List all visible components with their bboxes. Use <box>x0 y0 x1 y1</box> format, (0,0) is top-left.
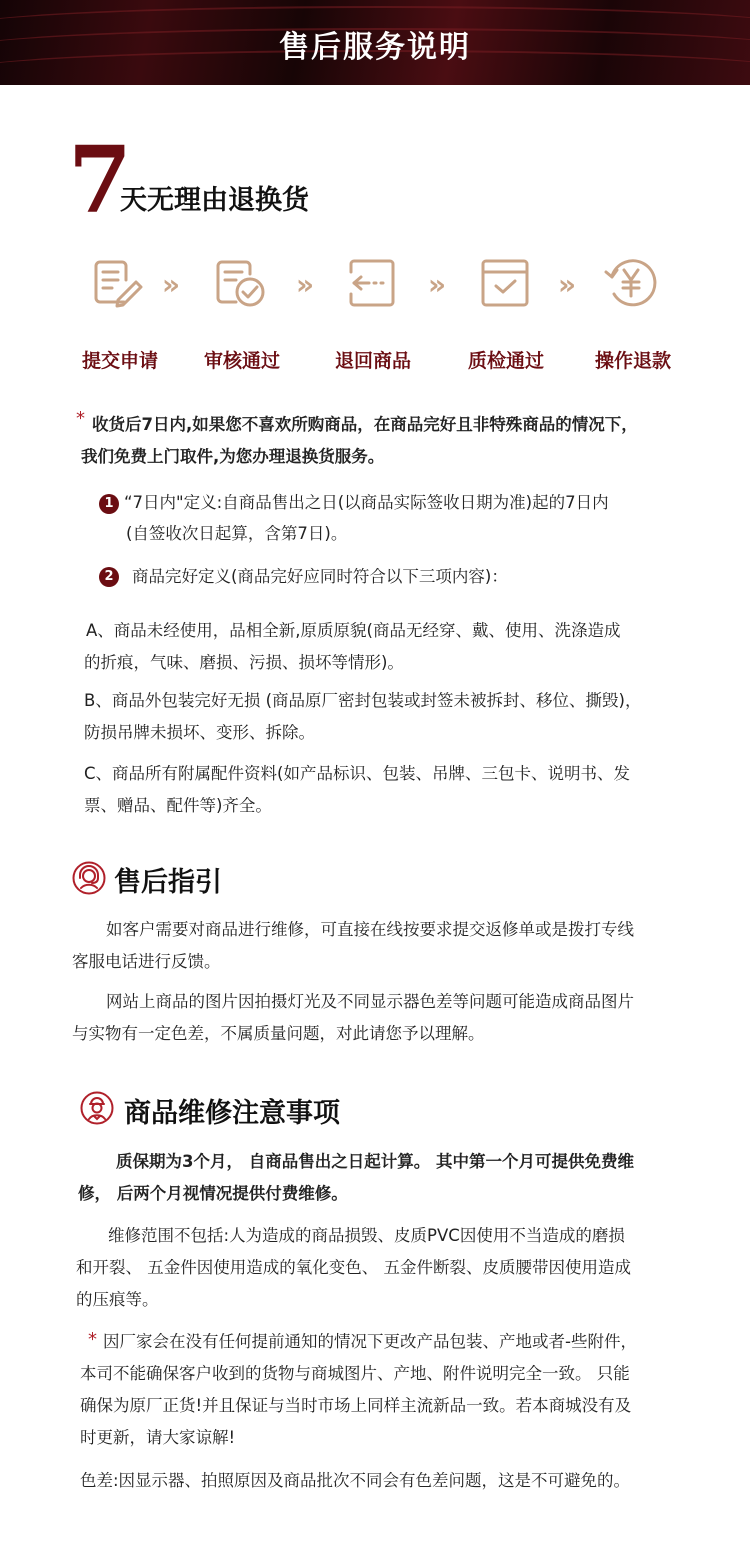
definition-number-1: 1 <box>99 494 119 514</box>
customer-service-icon <box>72 861 106 895</box>
repair-paragraph-3-line-3: 确保为原厂正货!并且保证与当时市场上同样主流新品一致。若本商城没有及 <box>80 1396 632 1415</box>
guide-paragraph-2-line-2: 与实物有一定色差，不属质量问题，对此请您予以理解。 <box>72 1024 485 1043</box>
document-check-icon <box>212 254 270 312</box>
repair-paragraph-3-line-2: 本司不能确保客户收到的货物与商城图片、产地、附件说明完全一致。 只能 <box>80 1364 630 1383</box>
intro-line-1: 收货后7日内,如果您不喜欢所购商品，在商品完好且非特殊商品的情况下， <box>92 415 638 434</box>
asterisk-mark: * <box>76 408 85 429</box>
step-label-approve: 审核通过 <box>203 350 280 372</box>
intro-line-2: 我们免费上门取件,为您办理退换货服务。 <box>81 447 385 466</box>
condition-b-line-2: 防损吊牌未损坏、变形、拆除。 <box>84 723 315 742</box>
repair-paragraph-3-line-1: 因厂家会在没有任何提前通知的情况下更改产品包装、产地或者-些附件， <box>103 1332 637 1351</box>
step-label-submit: 提交申请 <box>81 350 158 372</box>
page-title: 售后服务说明 <box>279 30 471 65</box>
step-label-refund: 操作退款 <box>594 350 671 372</box>
refund-yuan-icon <box>602 254 660 312</box>
step-arrow: » <box>558 268 571 301</box>
guide-paragraph-1-line-2: 客服电话进行反馈。 <box>72 952 221 971</box>
repair-paragraph-3-line-4: 时更新，请大家谅解! <box>80 1428 236 1447</box>
condition-a-line-2: 的折痕，气味、磨损、污损、损坏等情形)。 <box>84 653 404 672</box>
return-days-number: 7 <box>68 126 133 234</box>
guide-title: 售后指引 <box>114 867 222 898</box>
step-arrow: » <box>428 268 441 301</box>
definition-1-line-1: “7日内"定义:自商品售出之日(以商品实际签收日期为准)起的7日内 <box>124 493 609 512</box>
repair-title: 商品维修注意事项 <box>124 1098 340 1129</box>
definition-2-line-1: 商品完好定义(商品完好应同时符合以下三项内容)： <box>132 567 508 586</box>
form-edit-icon <box>88 254 146 312</box>
condition-b-line-1: B、商品外包装完好无损 (商品原厂密封包装或封签未被拆封、移位、撕毁)， <box>84 691 642 710</box>
box-check-icon <box>476 254 534 312</box>
step-label-return: 退回商品 <box>334 350 411 372</box>
step-arrow: » <box>296 268 309 301</box>
step-arrow: » <box>162 268 175 301</box>
condition-c-line-1: C、商品所有附属配件资料(如产品标识、包装、吊牌、三包卡、说明书、发 <box>84 764 630 783</box>
step-label-inspect: 质检通过 <box>467 350 544 372</box>
repair-paragraph-1-line-1: 质保期为3个月， 自商品售出之日起计算。 其中第一个月可提供免费维 <box>116 1152 634 1171</box>
header-banner <box>0 0 750 85</box>
repair-technician-icon <box>80 1091 114 1125</box>
asterisk-mark: * <box>88 1329 97 1350</box>
return-arrow-icon <box>343 254 401 312</box>
repair-paragraph-4: 色差:因显示器、拍照原因及商品批次不同会有色差问题，这是不可避免的。 <box>80 1471 631 1490</box>
definition-1-line-2: (自签收次日起算，含第7日)。 <box>126 524 348 543</box>
guide-paragraph-1-line-1: 如客户需要对商品进行维修，可直接在线按要求提交返修单或是拨打专线 <box>106 920 634 939</box>
repair-paragraph-2-line-2: 和开裂、 五金件因使用造成的氧化变色、 五金件断裂、皮质腰带因使用造成 <box>76 1258 631 1277</box>
guide-paragraph-2-line-1: 网站上商品的图片因拍摄灯光及不同显示器色差等问题可能造成商品图片 <box>106 992 634 1011</box>
condition-c-line-2: 票、赠品、配件等)齐全。 <box>84 796 272 815</box>
repair-paragraph-2-line-3: 的压痕等。 <box>76 1290 159 1309</box>
repair-paragraph-2-line-1: 维修范围不包括:人为造成的商品损毁、皮质PVC因使用不当造成的磨损 <box>108 1226 625 1245</box>
condition-a-line-1: A、商品未经使用，品相全新,原质原貌(商品无经穿、戴、使用、洗涤造成 <box>86 621 621 640</box>
return-policy-title: 天无理由退换货 <box>120 185 309 216</box>
repair-paragraph-1-line-2: 修， 后两个月视情况提供付费维修。 <box>78 1184 348 1203</box>
definition-number-2: 2 <box>99 567 119 587</box>
